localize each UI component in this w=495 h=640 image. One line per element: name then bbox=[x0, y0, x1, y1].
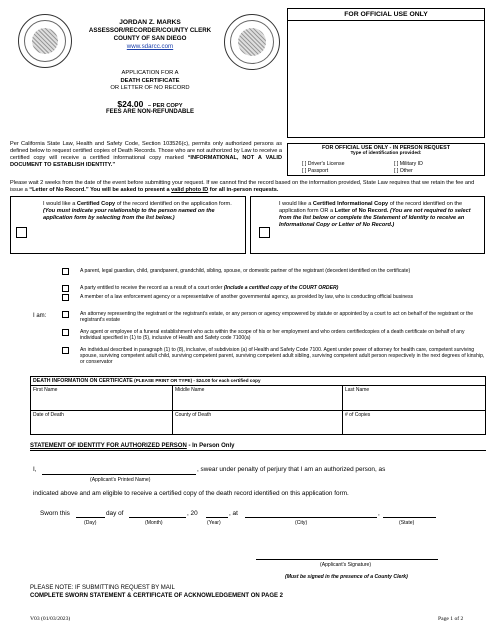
passport-checkbox[interactable]: [ ] Passport bbox=[302, 168, 329, 174]
intro-paragraph: Per California State Law, Health and Safety Code, Section 103526(c), permits only authorized persons as defined below to request certified copies of Death Records. Those who are not authorized by Law to receive a certified copy will receive a certified informational copy marked “INFORMATIONAL, NOT A VALID DOCUMENT TO ESTABLISH IDENTITY.” bbox=[10, 141, 282, 168]
certified-copy-option: I would like a Certified Copy of the record identified on the application form. (You must indicate your relationship to the person named on the application form by selecting from the list below.) bbox=[10, 196, 246, 254]
applicant-printed-name-input[interactable] bbox=[42, 470, 196, 475]
year-caption: (Year) bbox=[207, 520, 221, 526]
mail-note: PLEASE NOTE: IF SUBMITTING REQUEST BY MAIL bbox=[30, 585, 175, 591]
relationship-checkbox-2[interactable] bbox=[62, 285, 69, 292]
page-number: Page 1 of 2 bbox=[438, 616, 464, 622]
military-id-checkbox[interactable]: [ ] Military ID bbox=[394, 161, 423, 167]
price-amount: $24.00 bbox=[117, 99, 144, 109]
city-caption: (City) bbox=[295, 520, 308, 526]
county-clerk-seal-logo bbox=[224, 14, 280, 70]
printed-name-caption: (Applicant's Printed Name) bbox=[90, 477, 151, 483]
in-person-title: FOR OFFICIAL USE ONLY - IN PERSON REQUEST bbox=[321, 145, 451, 151]
relationship-checkbox-3[interactable] bbox=[62, 294, 69, 301]
relationship-checkbox-4[interactable] bbox=[62, 311, 69, 318]
sworn-statement-note: COMPLETE SWORN STATEMENT & CERTIFICATE OF ACKNOWLEDGEMENT ON PAGE 2 bbox=[30, 593, 283, 599]
sworn-state-input[interactable] bbox=[383, 513, 436, 518]
day-of-label: day of bbox=[106, 510, 124, 517]
statement-title: STATEMENT OF IDENTITY FOR AUTHORIZED PERSON - In Person Only bbox=[30, 442, 486, 451]
form-version: V03 (01/03/2023) bbox=[30, 616, 71, 622]
middle-name-field[interactable]: Middle Name bbox=[173, 386, 343, 410]
office-header bbox=[80, 19, 220, 51]
year-prefix-label: , 20 bbox=[187, 510, 198, 517]
fees-note: FEES ARE NON-REFUNDABLE bbox=[105, 109, 195, 115]
i-am-label: I am: bbox=[33, 313, 47, 319]
informational-copy-checkbox[interactable] bbox=[259, 227, 270, 238]
sworn-year-input[interactable] bbox=[206, 513, 228, 518]
county-name: COUNTY OF SAN DIEGO bbox=[113, 35, 187, 42]
sworn-this-label: Sworn this bbox=[40, 510, 70, 517]
relationship-checkbox-5[interactable] bbox=[62, 329, 69, 336]
date-of-death-field[interactable]: Date of Death bbox=[31, 411, 173, 434]
officer-title: ASSESSOR/RECORDER/COUNTY CLERK bbox=[88, 27, 212, 34]
in-person-request-box bbox=[287, 143, 485, 176]
sworn-month-input[interactable] bbox=[129, 513, 186, 518]
price-suffix: – PER COPY bbox=[147, 103, 183, 109]
clerk-presence-note: (Must be signed in the presence of a County Clerk) bbox=[285, 574, 408, 580]
official-use-title: FOR OFFICIAL USE ONLY bbox=[288, 9, 484, 21]
relationship-option-3: A member of a law enforcement agency or a representative of another governmental agency, as provided by law, who is conducting official business bbox=[80, 294, 414, 300]
death-info-table bbox=[30, 376, 486, 435]
signature-caption: (Applicant's Signature) bbox=[320, 562, 372, 568]
other-checkbox[interactable]: [ ] Other bbox=[394, 168, 413, 174]
official-use-box bbox=[287, 8, 485, 138]
relationship-option-2: A party entitled to receive the record as a result of a court order (Include a certified copy of the COURT ORDER) bbox=[80, 285, 339, 291]
website-link[interactable]: www.sdarcc.com bbox=[126, 43, 174, 50]
state-caption: (State) bbox=[399, 520, 415, 526]
certified-copy-checkbox[interactable] bbox=[16, 227, 27, 238]
death-info-header: DEATH INFORMATION ON CERTIFICATE (PLEASE PRINT OR TYPE) - $24.00 for each certified copy bbox=[31, 377, 485, 386]
last-name-field[interactable]: Last Name bbox=[345, 387, 370, 393]
applicant-signature-input[interactable] bbox=[256, 555, 438, 560]
id-type-label: Type of identification provided: bbox=[350, 151, 422, 156]
day-caption: (Day) bbox=[84, 520, 97, 526]
relationship-option-1: A parent, legal guardian, child, grandparent, grandchild, sibling, spouse, or domestic partner of the registrant (decedent identified on the certificate) bbox=[80, 268, 411, 274]
drivers-license-checkbox[interactable]: [ ] Driver's License bbox=[302, 161, 345, 167]
i-label: I, bbox=[33, 466, 37, 473]
eligibility-text: indicated above and am eligible to receive a certified copy of the death record identified on this application form. bbox=[33, 490, 349, 497]
wait-paragraph: Please wait 2 weeks from the date of the event before submitting your request. If we cannot find the record based on the information provided, State Law requires that we retain the fee and issue a “Letter of No Record.” You will be asked to present a valid photo ID for all in-person requests. bbox=[10, 180, 475, 193]
assessor-seal-logo bbox=[18, 14, 72, 68]
relationship-option-5: Any agent or employee of a funeral establishment who acts within the scope of his or her employment and who orders certifiedcopies of a death certificate on behalf of any individual specified in (1) to (5), inclusive of Health and Safety code 7100(a) bbox=[80, 329, 465, 342]
application-title: APPLICATION FOR A DEATH CERTIFICATE OR LETTER OF NO RECORD bbox=[110, 70, 190, 91]
officer-name: JORDAN Z. MARKS bbox=[119, 19, 181, 26]
at-label: , at bbox=[229, 510, 238, 517]
relationship-option-4: An attorney representing the registrant or the registrant's estate, or any person or agency empowered by statute or appointed by a court to act on behalf of the registrant or the registrant's estate bbox=[80, 311, 474, 324]
month-caption: (Month) bbox=[145, 520, 163, 526]
first-name-field[interactable]: First Name bbox=[31, 386, 173, 410]
relationship-checkbox-1[interactable] bbox=[62, 268, 69, 275]
relationship-checkbox-6[interactable] bbox=[62, 347, 69, 354]
sworn-city-input[interactable] bbox=[245, 513, 377, 518]
relationship-option-6: An individual described in paragraph (1) to (8), inclusive, of subdivision (a) of Health and Safety Code 7100. Agent under power of attorney for health care, competent surviving spouse, surviving competent adult child, surviving competent parent, surviving competent adult sibling, surviving competent adult person respectively in the next degrees of kinship, or conservator bbox=[80, 347, 485, 366]
swear-text: , swear under penalty of perjury that I am an authorized person, as bbox=[197, 466, 386, 473]
informational-copy-option: I would like a Certified Informational Copy of the record identified on the application form OR a Letter of No Record. (You are not required to select from the list below or complete the Statement of Identity to receive an Informational Copy or Letter of No Record.) bbox=[250, 196, 485, 254]
sworn-day-input[interactable] bbox=[76, 513, 105, 518]
county-of-death-field[interactable]: County of Death bbox=[173, 411, 343, 434]
number-of-copies-field[interactable]: # of Copies bbox=[345, 412, 371, 418]
